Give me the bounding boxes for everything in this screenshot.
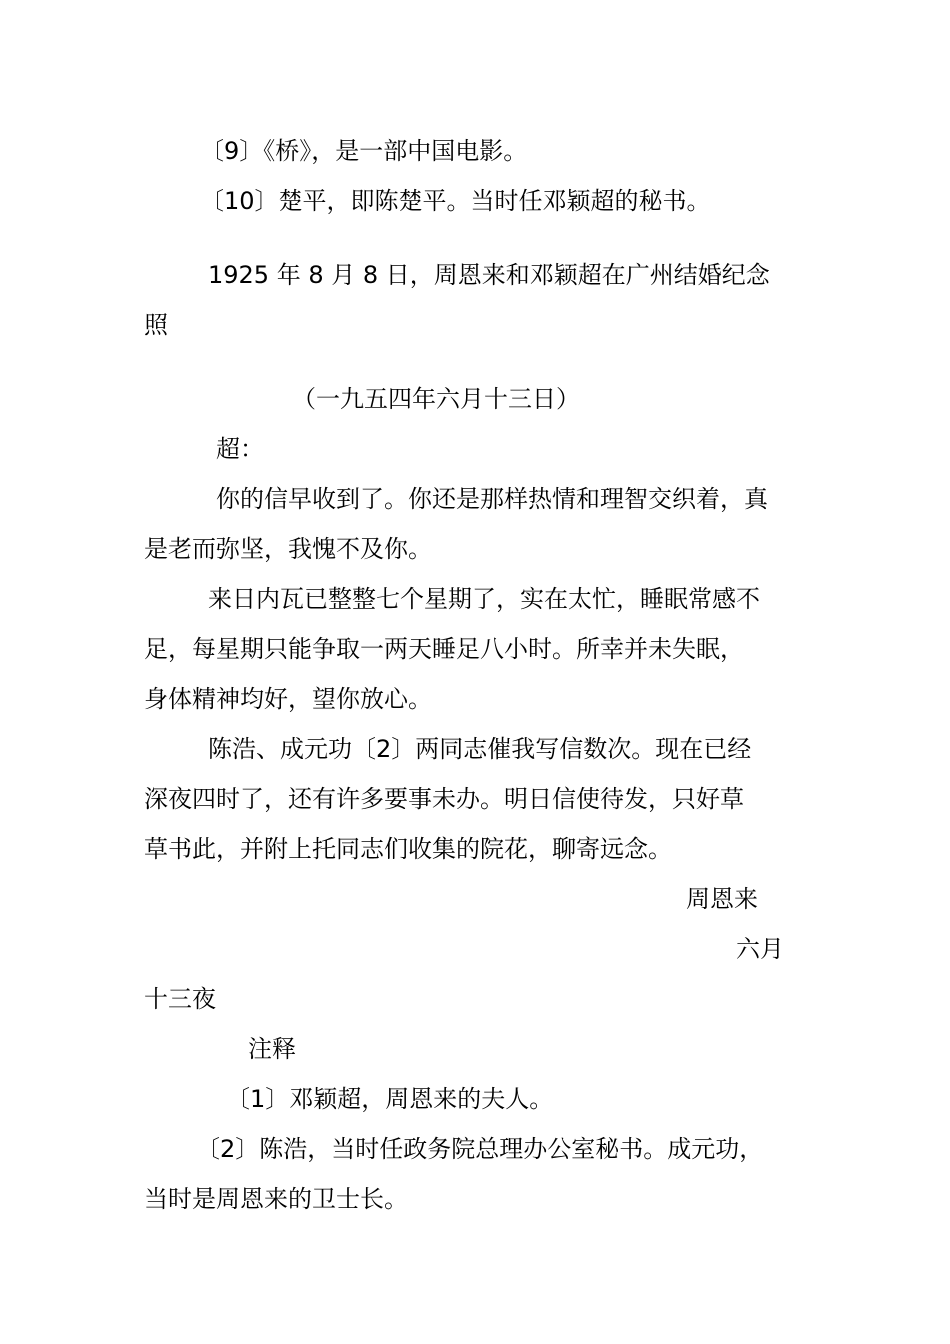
paragraph-2-line-2: 足，每星期只能争取一两天睡足八小时。所幸并未失眠，: [144, 635, 744, 663]
note-2-line-1: 〔2〕陈浩，当时任政务院总理办公室秘书。成元功，: [196, 1135, 764, 1163]
paragraph-3-line-3: 草书此，并附上托同志们收集的院花，聊寄远念。: [144, 835, 672, 863]
note-1: 〔1〕邓颖超，周恩来的夫人。: [226, 1085, 554, 1113]
paragraph-3-line-1: 陈浩、成元功〔2〕两同志催我写信数次。现在已经: [208, 735, 752, 763]
letter-salutation: 超：: [216, 435, 264, 463]
paragraph-1-line-1: 你的信早收到了。你还是那样热情和理智交织着，真: [216, 485, 768, 513]
note-10: 〔10〕楚平，即陈楚平。当时任邓颖超的秘书。: [200, 187, 711, 215]
paragraph-3-line-2: 深夜四时了，还有许多要事未办。明日信使待发，只好草: [144, 785, 744, 813]
notes-heading: 注释: [248, 1035, 296, 1063]
note-2-line-2: 当时是周恩来的卫士长。: [144, 1185, 408, 1213]
paragraph-1-line-2: 是老而弥坚，我愧不及你。: [144, 535, 432, 563]
photo-caption-line-2: 照: [144, 311, 168, 339]
photo-caption-line-1: 1925 年 8 月 8 日，周恩来和邓颖超在广州结婚纪念: [208, 261, 770, 289]
letter-signature: 周恩来: [686, 885, 758, 913]
closing-date-line-1: 六月: [736, 935, 784, 963]
closing-date-line-2: 十三夜: [144, 985, 216, 1013]
paragraph-2-line-1: 来日内瓦已整整七个星期了，实在太忙，睡眠常感不: [208, 585, 760, 613]
paragraph-2-line-3: 身体精神均好，望你放心。: [144, 685, 432, 713]
letter-date: （一九五四年六月十三日）: [292, 385, 580, 413]
note-9: 〔9〕《桥》，是一部中国电影。: [200, 137, 528, 165]
